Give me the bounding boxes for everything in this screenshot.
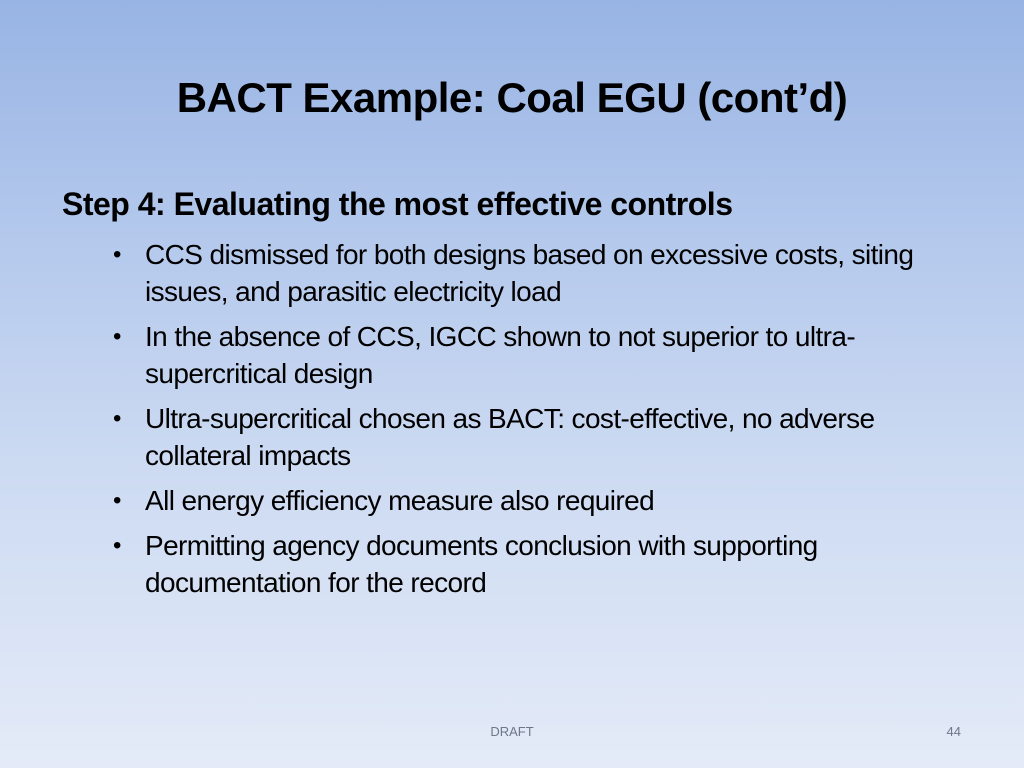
bullet-text: Permitting agency documents conclusion with supporting documentation for the record [145, 530, 818, 598]
bullet-glyph: • [113, 323, 121, 350]
bullet-item [113, 527, 973, 601]
bullet-text: All energy efficiency measure also required [145, 485, 655, 516]
bullet-item [113, 318, 973, 392]
step-heading: Step 4: Evaluating the most effective controls [62, 186, 733, 222]
bullet-text: In the absence of CCS, IGCC shown to not superior to ultra-supercritical design [145, 321, 856, 389]
bullet-glyph: • [113, 532, 121, 559]
bullet-text: Ultra-supercritical chosen as BACT: cost-effective, no adverse collateral impacts [145, 403, 875, 471]
footer-draft-label: DRAFT [490, 724, 534, 739]
slide-title: BACT Example: Coal EGU (cont’d) [176, 74, 848, 121]
bullet-item [113, 482, 973, 519]
bullet-item [113, 236, 973, 310]
footer-page-number: 44 [946, 724, 961, 739]
bullet-glyph: • [113, 487, 121, 514]
bullet-glyph: • [113, 241, 121, 268]
bullet-list [113, 236, 973, 609]
bullet-text: CCS dismissed for both designs based on excessive costs, siting issues, and parasitic electricity load [145, 239, 914, 307]
bullet-glyph: • [113, 405, 121, 432]
bullet-item [113, 400, 973, 474]
